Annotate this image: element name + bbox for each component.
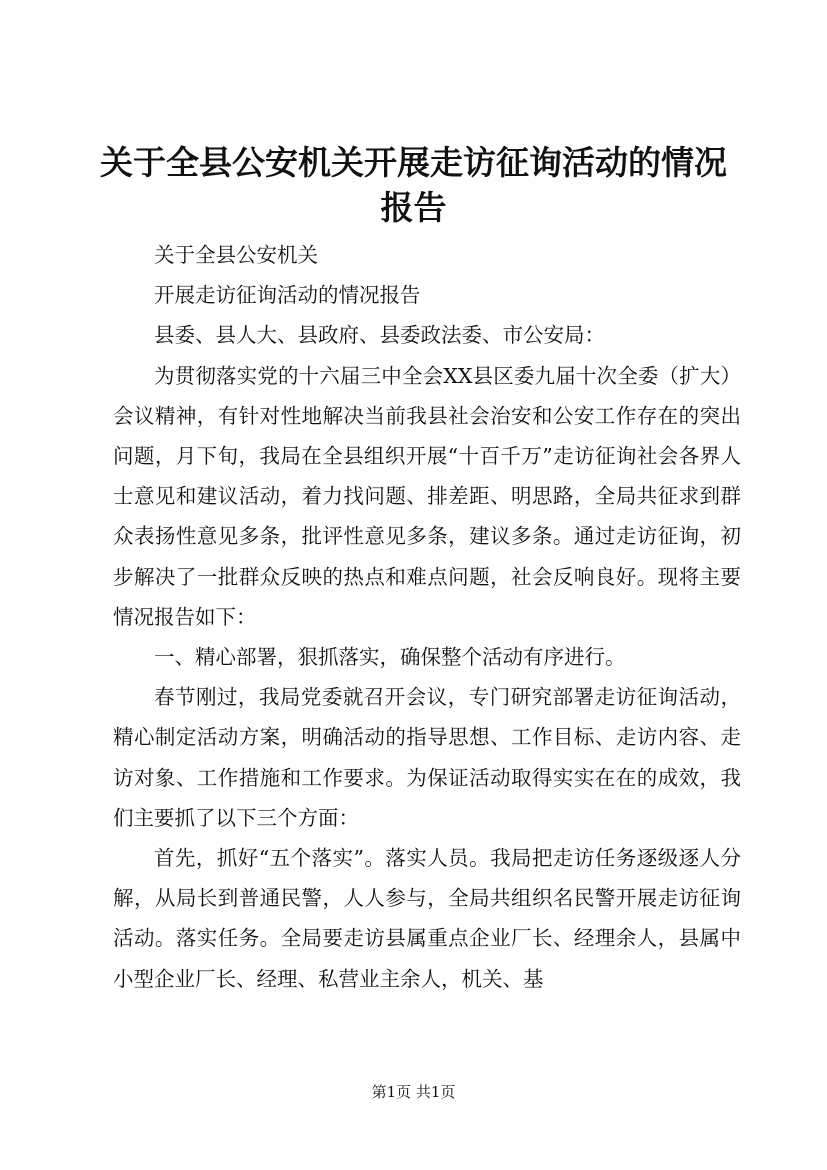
document-body <box>113 235 741 999</box>
paragraph-heading-line-2: 开展走访征询活动的情况报告 <box>154 283 421 308</box>
paragraph-deployment: 春节刚过，我局党委就召开会议，专门研究部署走访征询活动，精心制定活动方案，明确活动的指导思想、工作目标、走访内容、走访对象、工作措施和工作要求。为保证活动取得实实在在的成效，我们主要抓了以下三个方面： <box>113 685 741 830</box>
page-footer: 第1页 共1页 <box>371 1083 456 1101</box>
paragraph-heading-line-1: 关于全县公安机关 <box>154 243 318 267</box>
paragraph-section-heading: 一、精心部署，狠抓落实，确保整个活动有序进行。 <box>154 645 626 670</box>
document-title: 关于全县公安机关开展走访征询活动的情况报告 <box>100 143 727 227</box>
paragraph-five-implementations: 首先，抓好“五个落实”。落实人员。我局把走访任务逐级逐人分解，从局长到普通民警，人人参与，全局共组织名民警开展走访征询活动。落实任务。全局要走访县属重点企业厂长、经理余人，县属中小型企业厂长、经理、私营业主余人，机关、基 <box>113 846 741 991</box>
paragraph-addressee: 县委、县人大、县政府、县委政法委、市公安局： <box>154 323 605 348</box>
paragraph-intro: 为贯彻落实党的十六届三中全会XX县区委九届十次全委（扩大）会议精神，有针对性地解决当前我县社会治安和公安工作存在的突出问题，月下旬，我局在全县组织开展“十百千万”走访征询社会各界人士意见和建议活动，着力找问题、排差距、明思路，全局共征求到群众表扬性意见多条，批评性意见多条，建议多条。通过走访征询，初步解决了一批群众反映的热点和难点问题，社会反响良好。现将主要情况报告如下： <box>113 363 741 629</box>
